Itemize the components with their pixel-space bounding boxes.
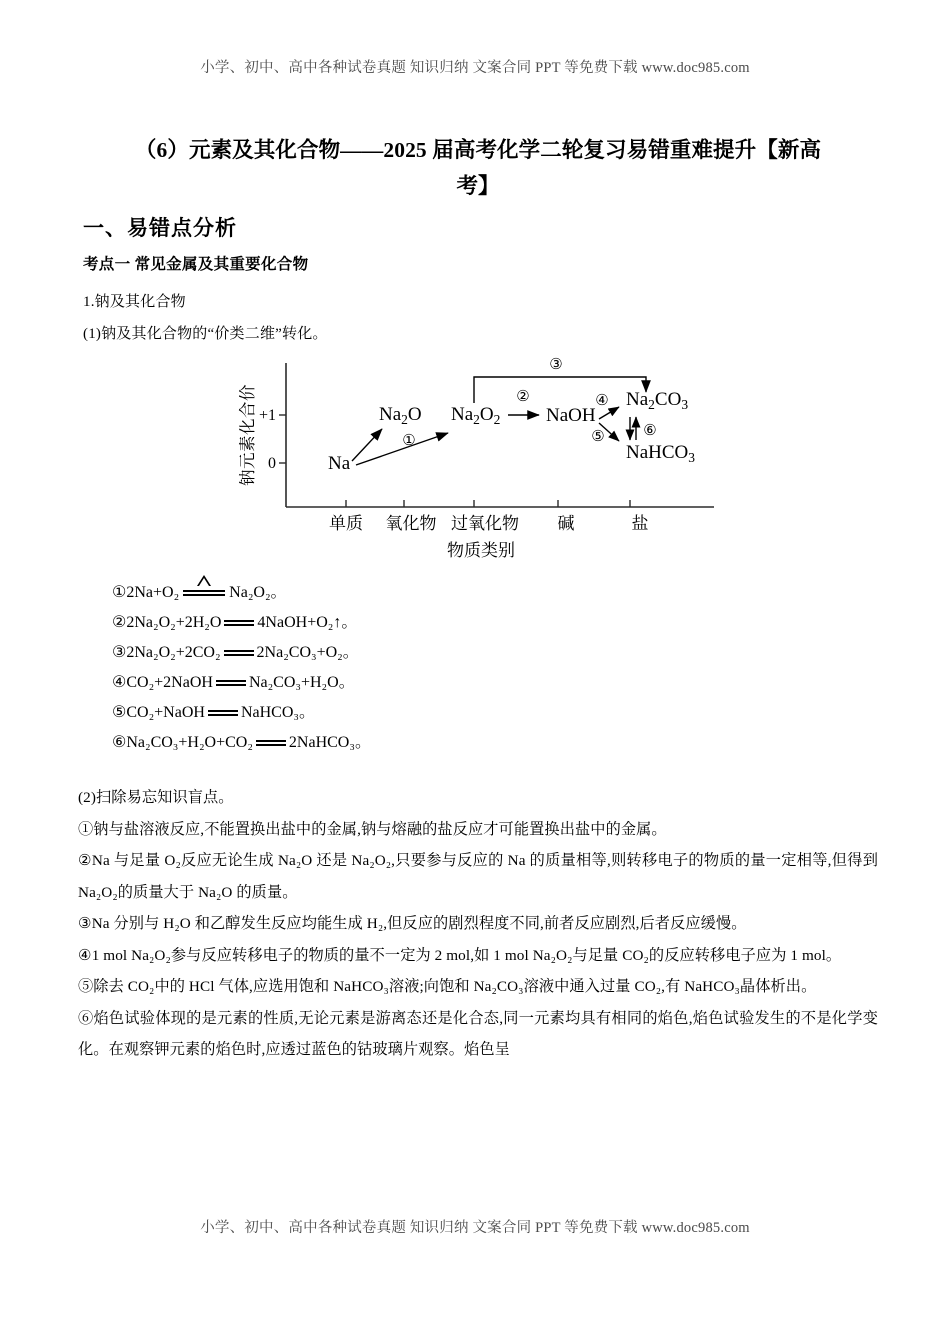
reaction-equals-sign <box>224 652 254 653</box>
node-Na2O: $Na_2O$ <box>379 404 422 427</box>
notes-block <box>78 782 878 1066</box>
x-tick-label-yanghuawu: 氧化物 <box>385 514 437 533</box>
equation-5 <box>112 698 371 728</box>
equation-2 <box>112 608 371 638</box>
node-Na: Na <box>328 453 351 474</box>
page-title-line2: 考】 <box>456 174 500 198</box>
y-axis-title: 钠元素化合价 <box>239 384 257 486</box>
note-3: ③Na 分别与 H₂O 和乙醇发生反应均能生成 H₂,但反应的剧烈程度不同,前者反应剧烈,后者反应缓慢。 <box>78 915 747 932</box>
equation-5-number: ⑤ <box>112 704 127 721</box>
equation-2-left: 2Na₂O₂+2H₂O <box>126 614 222 631</box>
note-4: ④1 mol Na₂O₂参与反应转移电子的物质的量不一定为 2 mol,如 1 mol Na₂O₂与足量 CO₂的反应转移电子应为 1 mol。 <box>78 946 842 964</box>
reaction-equals-sign <box>208 712 238 713</box>
paragraph-blind-spots: (2)扫除易忘知识盲点。 <box>78 789 234 806</box>
equation-4-right: Na₂CO₃+H₂O。 <box>248 674 355 691</box>
equation-6-left: Na₂CO₃+H₂O+CO₂ <box>126 734 253 751</box>
equation-4 <box>112 668 371 698</box>
paragraph-valence-category: (1)钠及其化合物的“价类二维”转化。 <box>83 326 328 342</box>
equation-6-right: 2NaHCO₃。 <box>288 734 371 751</box>
y-tick-label-plus1: +1 <box>258 407 276 424</box>
reaction-equals-sign <box>216 682 246 683</box>
edge-label-1: ① <box>402 433 416 449</box>
equation-2-number: ② <box>112 614 127 631</box>
equation-list <box>112 578 371 758</box>
equation-5-right: NaHCO₃。 <box>240 704 315 721</box>
edge-Na2O2-to-Na2CO3 <box>474 377 646 403</box>
x-axis-ticks <box>346 500 630 507</box>
equation-6 <box>112 728 371 758</box>
section-heading-1: 一、易错点分析 <box>83 216 237 240</box>
valence-category-diagram <box>236 357 716 569</box>
edge-label-2: ② <box>516 389 530 405</box>
header-watermark: 小学、初中、高中各种试卷真题 知识归纳 文案合同 PPT 等免费下载 www.doc985.com <box>200 60 750 76</box>
node-NaHCO3: NaHCO$_3$ <box>626 442 696 465</box>
node-Na2O2: $Na_2O_2$ <box>451 404 501 427</box>
section-heading-2: 考点一 常见金属及其重要化合物 <box>83 256 309 273</box>
equation-4-number: ④ <box>112 674 127 691</box>
note-6: ⑥焰色试验体现的是元素的性质,无论元素是游离态还是化合态,同一元素均具有相同的焰色,焰色试验发生的不是化学变化。在观察钾元素的焰色时,应透过蓝色的钴玻璃片观察。焰色呈 <box>78 1009 878 1058</box>
note-2: ②Na 与足量 O₂反应无论生成 Na₂O 还是 Na₂O₂,只要参与反应的 Na 的质量相等,则转移电子的物质的量一定相等,但得到 Na₂O₂的质量大于 Na₂O 的质量。 <box>78 852 878 901</box>
page-title <box>83 132 873 204</box>
note-5: ⑤除去 CO₂中的 HCl 气体,应选用饱和 NaHCO₃溶液;向饱和 Na₂CO₃溶液中通入过量 CO₂,有 NaHCO₃晶体析出。 <box>78 978 817 995</box>
equation-3-right: 2Na₂CO₃+O₂。 <box>256 644 359 661</box>
equation-6-number: ⑥ <box>112 734 127 751</box>
edge-Na2CO3-NaHCO3-equilibrium <box>630 417 636 440</box>
y-tick-label-zero: 0 <box>268 455 276 472</box>
equation-3 <box>112 638 371 668</box>
paragraph-na-compounds: 1.钠及其化合物 <box>83 294 186 310</box>
equation-3-number: ③ <box>112 644 127 661</box>
note-1: ①钠与盐溶液反应,不能置换出盐中的金属,钠与熔融的盐反应才可能置换出盐中的金属。 <box>78 820 667 838</box>
reaction-arrow-heat <box>183 592 225 593</box>
equation-5-left: CO₂+NaOH <box>126 704 205 721</box>
x-tick-labels <box>329 514 649 533</box>
edge-Na-to-Na2O <box>352 429 382 461</box>
equation-1 <box>112 578 371 608</box>
reaction-equals-sign <box>224 622 254 623</box>
y-axis-ticks <box>279 415 286 463</box>
node-NaOH: NaOH <box>546 405 596 426</box>
page-title-line1: （6）元素及其化合物——2025 届高考化学二轮复习易错重难提升【新高 <box>134 138 822 162</box>
equation-2-right: 4NaOH+O₂↑。 <box>257 614 358 631</box>
equation-3-left: 2Na₂O₂+2CO₂ <box>126 644 221 661</box>
edge-label-4: ④ <box>595 393 609 409</box>
equation-1-number: ① <box>112 584 127 601</box>
equation-1-left: 2Na+O₂ <box>126 584 180 601</box>
x-tick-label-danzhi: 单质 <box>329 514 363 533</box>
x-tick-label-jian: 碱 <box>557 514 575 533</box>
reaction-equals-sign <box>256 742 286 743</box>
x-tick-label-yan: 盐 <box>631 514 649 533</box>
edge-label-6: ⑥ <box>643 423 657 439</box>
equation-1-right: Na₂O₂。 <box>229 584 287 601</box>
equation-4-left: CO₂+2NaOH <box>126 674 213 691</box>
x-axis-title: 物质类别 <box>447 541 515 560</box>
edge-label-3: ③ <box>549 357 563 373</box>
x-tick-label-guoyanghuawu: 过氧化物 <box>451 514 519 533</box>
footer-watermark: 小学、初中、高中各种试卷真题 知识归纳 文案合同 PPT 等免费下载 www.doc985.com <box>200 1220 750 1236</box>
edge-label-5: ⑤ <box>591 429 605 445</box>
node-Na2CO3: $Na_2CO_3$ <box>626 389 689 412</box>
